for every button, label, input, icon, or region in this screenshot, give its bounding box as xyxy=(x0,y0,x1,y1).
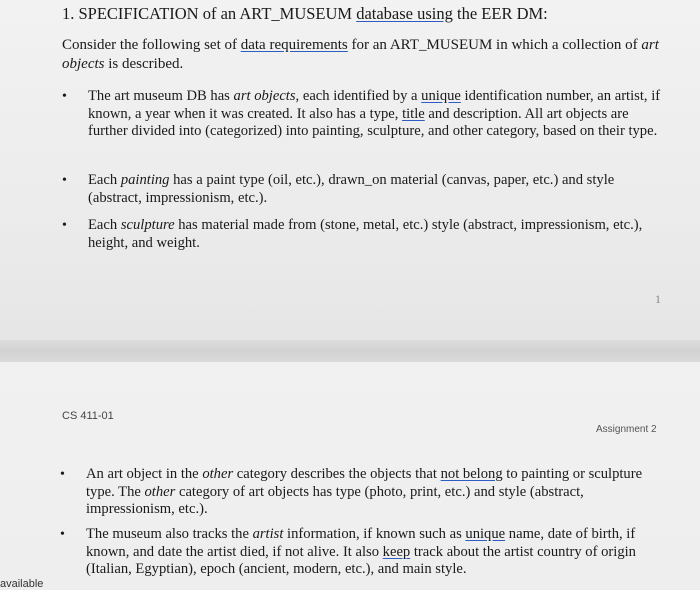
bullet-sculpture: • Each sculpture has material made from (stone, metal, etc.) style (abstract, impressionism, etc.), height, and weight. xyxy=(62,217,643,251)
bullet-icon: • xyxy=(60,527,65,542)
page-number: 1 xyxy=(655,292,661,306)
assignment-label: Assignment 2 xyxy=(596,424,657,435)
course-code: CS 411-01 xyxy=(62,410,114,422)
section-heading: 1. SPECIFICATION of an ART_MUSEUM database using the EER DM: xyxy=(62,4,548,23)
bullet-painting: • Each painting has a paint type (oil, etc.), drawn_on material (canvas, paper, etc.) and style (abstract, impressionism, etc.). xyxy=(62,172,615,206)
available-label: available xyxy=(0,578,44,590)
page-break-band xyxy=(0,340,700,362)
bullet-icon: • xyxy=(62,173,67,188)
bullet-icon: • xyxy=(62,218,67,233)
bullet-artist: • The museum also tracks the artist information, if known such as unique name, date of birth, if known, and date the artist died, if not alive. It also keep track about the artist country of origin (Italian, Egyptian), epoch (ancient, modern, etc.), and main style. xyxy=(60,526,636,577)
bullet-icon: • xyxy=(62,89,67,104)
bullet-art-objects: • The art museum DB has art objects, each identified by a unique identification number, an artist, if known, a year when it was created. It also has a type, title and description. All art objects are further divided into (categorized) into painting, sculpture, and other category, based on their type. xyxy=(62,88,661,139)
bullet-other-category: • An art object in the other category describes the objects that not belong to painting or sculpture type. The other category of art objects has type (photo, print, etc.) and style (abstract, impressionism, etc.). xyxy=(60,466,643,517)
bullet-icon: • xyxy=(60,467,65,482)
intro-paragraph: Consider the following set of data requirements for an ART_MUSEUM in which a collection of art objects is described. xyxy=(62,37,659,72)
